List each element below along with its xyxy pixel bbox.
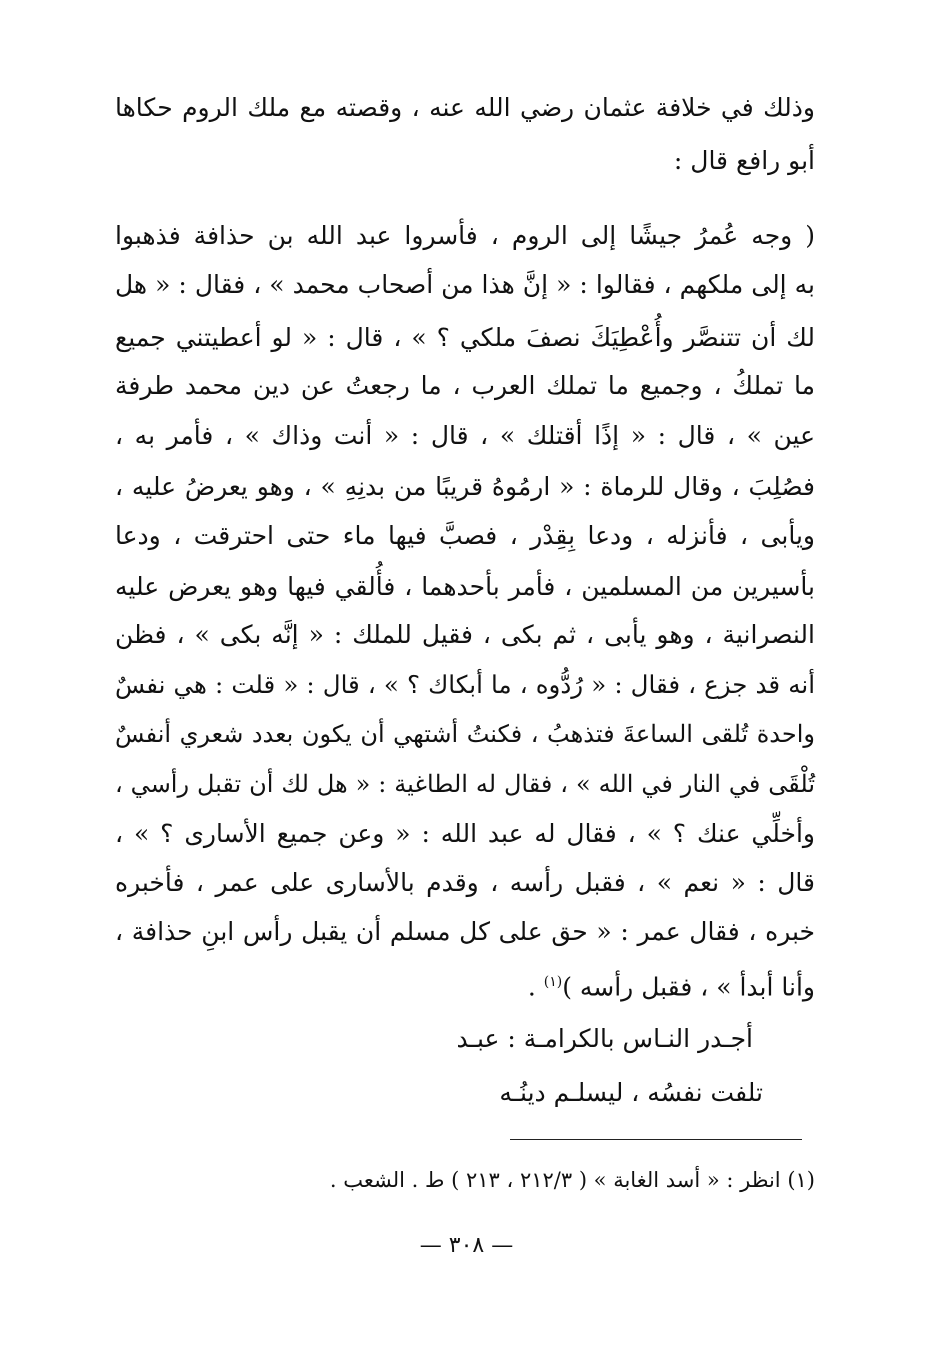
story-line-6: فصُلِبَ ، وقال للرماة : « ارمُوهُ قريبًا من بدنِهِ » ، وهو يعرضُ عليه ، [115, 472, 815, 501]
story-line-15: خبره ، فقال عمر : « حق على كل مسلم أن يقبل رأس ابنِ حذافة ، [115, 917, 815, 946]
story-line-5: عين » ، قال : « إذًا أقتلك » ، قال : « أنت وذاك » ، فأمر به ، [115, 421, 815, 450]
story-line-12: تُلْقَى في النار في الله » ، فقال له الطاغية : « هل لك أن تقبل رأسي ، [115, 770, 816, 798]
story-line-10: أنه قد جزع ، فقال : « رُدُّوه ، ما أبكاك ؟ » ، قال : « قلت : هي نفسٌ [115, 670, 816, 699]
story-line-4: ما تملكُ ، وجميع ما تملك العرب ، ما رجعتُ عن دين محمد طرفة [115, 371, 815, 400]
story-line-3: لك أن تتنصَّر وأُعْطِيَكَ نصفَ ملكي ؟ » ، قال : « لو أعطيتني جميع [115, 323, 815, 352]
poem-line-2: تلفت نفسُه ، ليسلـم دينُـه [499, 1078, 763, 1107]
intro-line-1: وذلك في خلافة عثمان رضي الله عنه ، وقصته مع ملك الروم حكاها [115, 93, 815, 122]
story-line-1: ( وجه عُمرُ جيشًا إلى الروم ، فأسروا عبد الله بن حذافة فذهبوا [115, 221, 815, 250]
story-line-9: النصرانية ، وهو يأبى ، ثم بكى ، فقيل للملك : « إنَّه بكى » ، فظن [115, 620, 815, 649]
story-line-14: قال : « نعم » ، فقبل رأسه ، وقدم بالأسارى على عمر ، فأخبره [115, 868, 815, 897]
footnote: (١) انظر : « أسد الغابة » ( ٢١٢/٣ ، ٢١٣ ) ط . الشعب . [329, 1168, 815, 1192]
footnote-divider [510, 1139, 802, 1140]
story-line-2: به إلى ملكهم ، فقالوا : « إنَّ هذا من أصحاب محمد » ، فقال : « هل [115, 270, 815, 299]
poem-line-1: أجـدر النـاس بالكرامـة : عبـد [456, 1024, 753, 1053]
story-line-7: ويأبى ، فأنزله ، ودعا بِقِدْر ، فصبَّ فيها ماء حتى احترقت ، ودعا [115, 521, 815, 550]
story-line-16-end: . [527, 972, 544, 1002]
page-number: — ٣٠٨ — [419, 1233, 514, 1258]
story-line-8: بأسيرين من المسلمين ، فأمر بأحدهما ، فأُلقي فيها وهو يعرض عليه [115, 572, 815, 601]
footnote-ref: (١) [543, 974, 563, 990]
story-line-16 [115, 965, 815, 1002]
story-line-11: واحدة تُلقى الساعةَ فتذهبُ ، فكنتُ أشتهي أن يكون بعدد شعري أنفسٌ [115, 720, 815, 748]
story-line-13: وأخلِّي عنك ؟ » ، فقال له عبد الله : « وعن جميع الأسارى ؟ » ، [115, 819, 815, 848]
story-line-16-text: وأنا أبدأ » ، فقبل رأسه ) [562, 972, 815, 1002]
intro-line-2: أبو رافع قال : [673, 146, 815, 175]
